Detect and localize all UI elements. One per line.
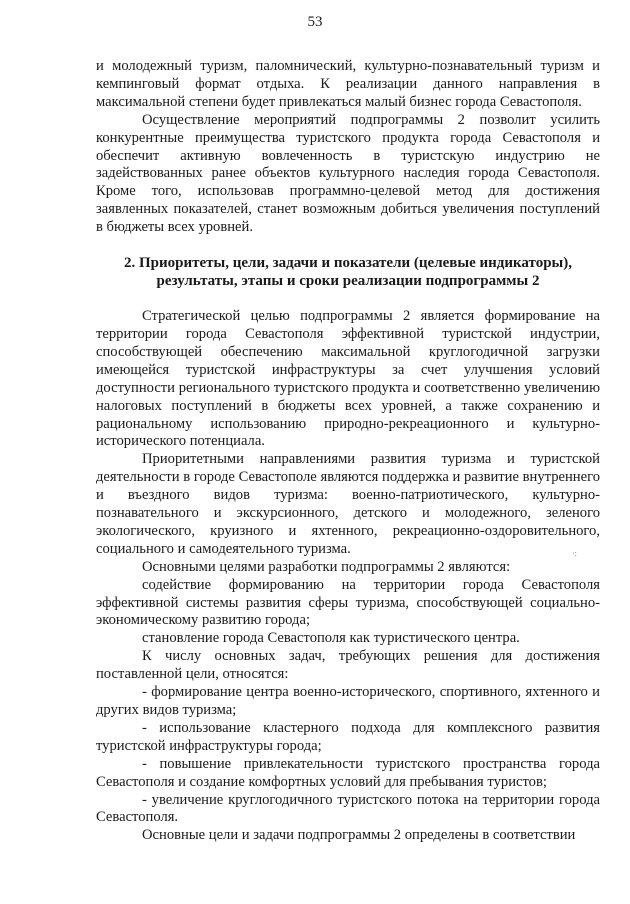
- list-item: - увеличение круглогодичного туристского потока на территории города Севастополя.: [96, 791, 600, 826]
- paragraph: Стратегической целью подпрограммы 2 является формирование на территории города Севастополя эффективной туристской индустрии, способствующей обеспечению максимальной круглогодичной загрузки имеющейся туристской инфраструктуры за счет улучшения условий доступности регионального туристского продукта и соответственно увеличению налоговых поступлений в бюджеты всех уровней, а также сохранению и рациональному использованию природно-рекреационного и культурно-исторического потенциала.: [96, 308, 600, 450]
- paragraph: становление города Севастополя как туристического центра.: [142, 630, 520, 647]
- paragraph: содействие формированию на территории города Севастополя эффективной системы развития сферы туризма, способствующей социально-экономическому развитию города;: [96, 576, 600, 629]
- document-body: [96, 58, 600, 845]
- scan-speck: ·:: [572, 549, 577, 558]
- paragraph: Основными целями разработки подпрограммы 2 являются:: [142, 558, 511, 575]
- paragraph: Осуществление мероприятий подпрограммы 2 позволит усилить конкурентные преимущества туристского продукта города Севастополя и обеспечит активную вовлеченность в туристскую индустрию не задействованных ранее объектов культурного наследия города Севастополя. Кроме того, использовав программно-целевой метод для достижения заявленных показателей, станет возможным добиться увеличения поступлений в бюджеты всех уровней.: [96, 111, 600, 236]
- paragraph: Приоритетными направлениями развития туризма и туристской деятельности в городе Севастополе являются поддержка и развитие внутреннего и въездного видов туризма: военно-патриотического, культурно-познавательного и экскурсионного, детского и молодежного, зеленого экологического, круизного и яхтенного, рекреационно-оздоровительного, социального и самодеятельного туризма.: [96, 451, 600, 557]
- section-heading: 2. Приоритеты, цели, задачи и показатели (целевые индикаторы), результаты, этапы и сроки реализации подпрограммы 2: [124, 255, 572, 290]
- page-number: 53: [307, 14, 323, 30]
- paragraph: Основные цели и задачи подпрограммы 2 определены в соответствии: [142, 827, 576, 844]
- list-item: - повышение привлекательности туристского пространства города Севастополя и создание комфортных условий для пребывания туристов;: [96, 755, 600, 790]
- paragraph: К числу основных задач, требующих решения для достижения поставленной цели, относятся:: [96, 648, 600, 683]
- list-item: - использование кластерного подхода для комплексного развития туристской инфраструктуры города;: [96, 719, 600, 754]
- paragraph: и молодежный туризм, паломнический, культурно-познавательный туризм и кемпинговый формат отдыха. К реализации данного направления в максимальной степени будет привлекаться малый бизнес города Севастополя.: [96, 58, 600, 110]
- list-item: - формирование центра военно-исторического, спортивного, яхтенного и других видов туризма;: [96, 684, 600, 718]
